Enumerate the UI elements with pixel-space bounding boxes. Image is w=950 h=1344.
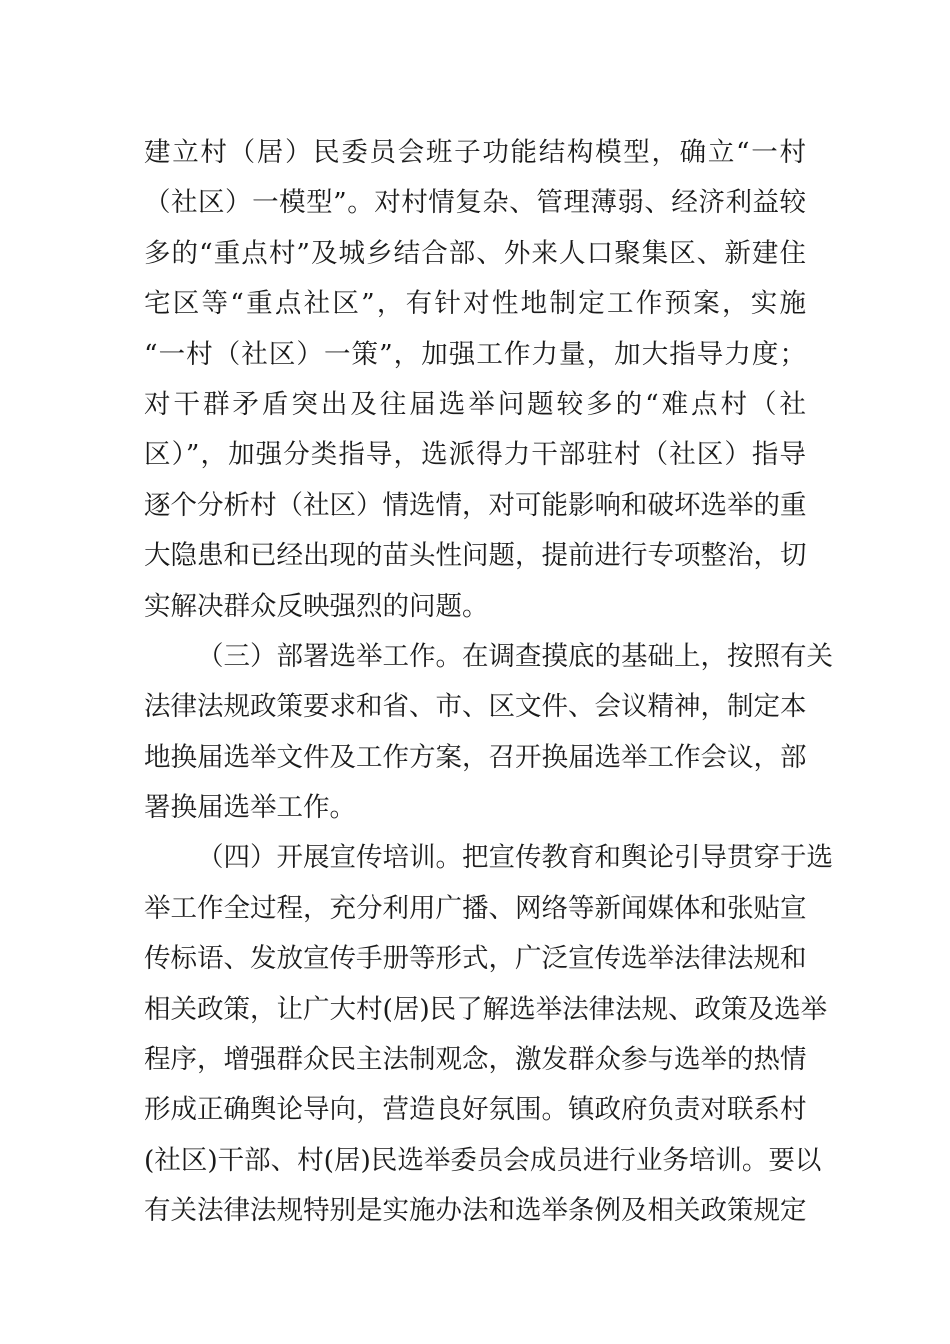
text-line: （三）部署选举工作。在调查摸底的基础上，按照有关	[197, 640, 833, 672]
text-line: 宅区等“重点社区”，有针对性地制定工作预案，实施	[144, 288, 806, 320]
paragraph-2	[144, 632, 833, 834]
text-line: 区）”，加强分类指导，选派得力干部驻村（社区）指导	[144, 439, 806, 471]
text-line: 程序，增强群众民主法制观念，激发群众参与选举的热情	[144, 1044, 807, 1076]
text-line: 相关政策，让广大村(居)民了解选举法律法规、政策及选举	[144, 993, 828, 1025]
text-line: 大隐患和已经出现的苗头性问题，提前进行专项整治，切	[144, 540, 807, 572]
text-line: 举工作全过程，充分利用广播、网络等新闻媒体和张贴宣	[144, 892, 807, 924]
text-line: 地换届选举文件及工作方案，召开换届选举工作会议，部	[144, 741, 807, 773]
text-line: 传标语、发放宣传手册等形式，广泛宣传选举法律法规和	[144, 943, 807, 975]
text-line: (社区)干部、村(居)民选举委员会成员进行业务培训。要以	[144, 1144, 822, 1176]
document-body	[144, 128, 833, 1237]
text-line: “一村（社区）一策”，加强工作力量，加大指导力度；	[144, 338, 806, 370]
text-line: 署换届选举工作。	[144, 792, 356, 824]
text-line: 建立村（居）民委员会班子功能结构模型，确立“一村	[144, 137, 806, 168]
text-line: 逐个分析村（社区）情选情，对可能影响和破坏选举的重	[144, 489, 807, 521]
text-line: 有关法律法规特别是实施办法和选举条例及相关政策规定	[144, 1195, 807, 1227]
text-line: 对干群矛盾突出及往届选举问题较多的“难点村（社	[144, 388, 806, 420]
paragraph-3	[144, 833, 833, 1236]
text-line: 法律法规政策要求和省、市、区文件、会议精神，制定本	[144, 691, 807, 723]
text-line: 形成正确舆论导向，营造良好氛围。镇政府负责对联系村	[144, 1094, 807, 1126]
text-line: （社区）一模型”。对村情复杂、管理薄弱、经济利益较	[144, 187, 806, 219]
text-line: （四）开展宣传培训。把宣传教育和舆论引导贯穿于选	[197, 842, 833, 874]
text-line: 多的“重点村”及城乡结合部、外来人口聚集区、新建住	[144, 237, 806, 269]
text-line: 实解决群众反映强烈的问题。	[144, 590, 489, 622]
paragraph-1	[144, 128, 806, 632]
